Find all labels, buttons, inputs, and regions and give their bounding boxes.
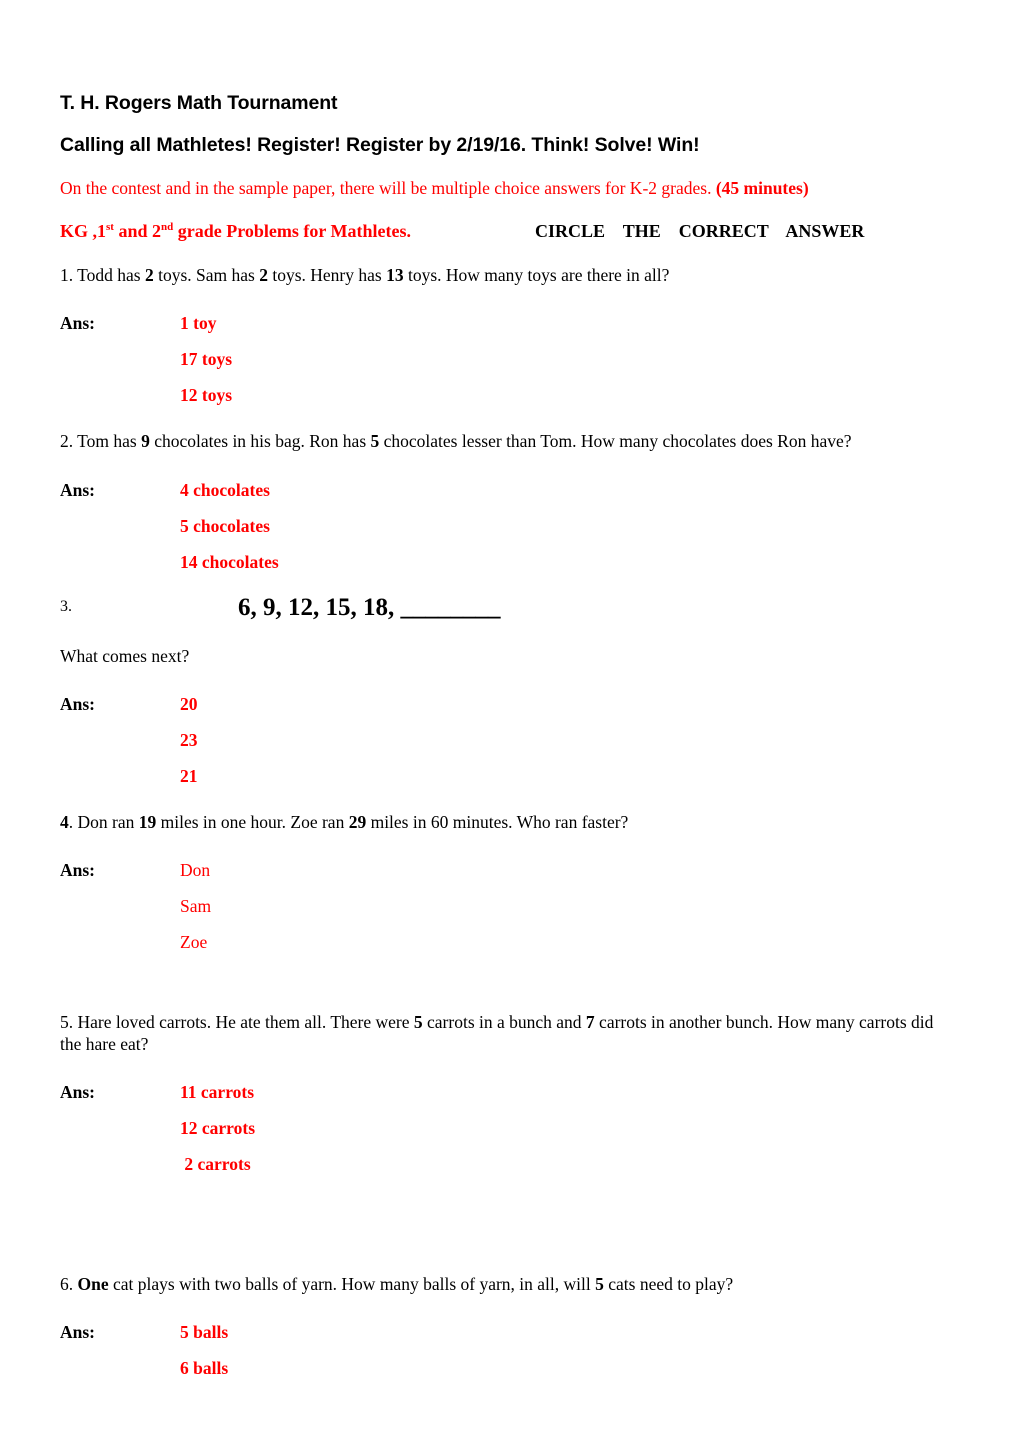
answer-option[interactable]: 2 carrots bbox=[180, 1153, 251, 1174]
answer-label: Ans: bbox=[60, 1322, 96, 1343]
question-text bbox=[60, 812, 958, 833]
answer-option-row bbox=[60, 377, 958, 413]
question-fragment: toys. Henry has bbox=[267, 264, 387, 285]
question-sequence-row bbox=[60, 593, 958, 632]
answer-option[interactable]: 5 balls bbox=[180, 1322, 229, 1343]
number-sequence: 6, 9, 12, 15, 18, ________ bbox=[238, 593, 501, 621]
questions-container bbox=[60, 265, 958, 1386]
question-followup-text: What comes next? bbox=[60, 645, 190, 666]
grade-label-prefix: KG ,1 bbox=[60, 220, 107, 241]
answer-label: Ans: bbox=[60, 1081, 96, 1102]
answer-option[interactable]: 4 chocolates bbox=[180, 479, 270, 500]
grade-label-mid: and 2 bbox=[113, 220, 161, 241]
question-fragment: . Don ran bbox=[68, 811, 139, 832]
answer-option-row bbox=[60, 305, 958, 341]
answer-option-row bbox=[60, 1074, 958, 1110]
answer-option[interactable]: 20 bbox=[180, 693, 198, 714]
question-emphasis: One bbox=[77, 1273, 109, 1294]
answer-option[interactable]: Sam bbox=[180, 896, 212, 917]
vertical-spacer bbox=[60, 978, 958, 1012]
question-fragment: chocolates in his bag. Ron has bbox=[149, 431, 371, 452]
grade-label-suffix: grade Problems for Mathletes. bbox=[173, 220, 412, 241]
answer-options-block bbox=[60, 852, 958, 960]
question-emphasis: 2 bbox=[144, 264, 154, 285]
answer-options-block bbox=[60, 686, 958, 794]
question-block bbox=[60, 1274, 958, 1386]
question-fragment: cats need to play? bbox=[603, 1273, 734, 1294]
question-block bbox=[60, 431, 958, 579]
question-emphasis: 13 bbox=[386, 264, 404, 285]
answer-option-row bbox=[60, 1110, 958, 1146]
answer-options-block bbox=[60, 472, 958, 580]
answer-option-row bbox=[60, 924, 958, 960]
answer-option[interactable]: 23 bbox=[180, 729, 198, 750]
question-block bbox=[60, 812, 958, 1012]
answer-option-row bbox=[60, 852, 958, 888]
answer-option-row bbox=[60, 722, 958, 758]
question-text bbox=[60, 431, 958, 452]
answer-option[interactable]: 11 carrots bbox=[180, 1081, 255, 1102]
question-emphasis: 5 bbox=[370, 431, 380, 452]
question-emphasis: 5 bbox=[413, 1012, 423, 1033]
circle-correct-answer-instruction: CIRCLE THE CORRECT ANSWER bbox=[535, 220, 865, 241]
question-fragment: 1. Todd has bbox=[60, 264, 145, 285]
answer-option-row bbox=[60, 508, 958, 544]
answer-option[interactable]: Don bbox=[180, 860, 211, 881]
question-emphasis: 4 bbox=[60, 811, 69, 832]
grade-label-sup-st: st bbox=[106, 220, 114, 233]
question-block bbox=[60, 593, 958, 794]
grade-instruction-row bbox=[60, 221, 958, 243]
answer-option-row bbox=[60, 686, 958, 722]
question-block bbox=[60, 1012, 958, 1274]
question-fragment: cat plays with two balls of yarn. How many balls of yarn, in all, will bbox=[108, 1273, 596, 1294]
question-fragment: miles in 60 minutes. Who ran faster? bbox=[366, 811, 629, 832]
question-emphasis: 7 bbox=[585, 1012, 595, 1033]
contest-notice bbox=[60, 178, 958, 199]
answer-option[interactable]: 6 balls bbox=[180, 1358, 229, 1379]
answer-option[interactable]: 12 carrots bbox=[180, 1117, 255, 1138]
question-fragment: chocolates lesser than Tom. How many chocolates does Ron have? bbox=[379, 431, 852, 452]
grade-label-sup-nd: nd bbox=[161, 220, 174, 233]
answer-option-row bbox=[60, 758, 958, 794]
question-fragment: toys. Sam has bbox=[153, 264, 260, 285]
answer-option[interactable]: 1 toy bbox=[180, 313, 217, 334]
answer-option[interactable]: 5 chocolates bbox=[180, 515, 270, 536]
answer-label: Ans: bbox=[60, 313, 96, 334]
answer-option[interactable]: 14 chocolates bbox=[180, 551, 279, 572]
answer-label: Ans: bbox=[60, 693, 96, 714]
answer-options-block bbox=[60, 1314, 958, 1386]
answer-option-row bbox=[60, 472, 958, 508]
answer-option-row bbox=[60, 888, 958, 924]
question-fragment: toys. How many toys are there in all? bbox=[403, 264, 670, 285]
question-text bbox=[60, 265, 958, 286]
question-fragment: 6. bbox=[60, 1273, 78, 1294]
answer-label: Ans: bbox=[60, 479, 96, 500]
answer-label: Ans: bbox=[60, 860, 96, 881]
question-text bbox=[60, 1012, 958, 1055]
answer-options-block bbox=[60, 1074, 958, 1182]
question-block bbox=[60, 265, 958, 413]
answer-option[interactable]: 12 toys bbox=[180, 385, 233, 406]
contest-duration: (45 minutes) bbox=[715, 177, 809, 198]
question-emphasis: 2 bbox=[259, 264, 268, 285]
answer-option-row bbox=[60, 1350, 958, 1386]
vertical-spacer bbox=[60, 1200, 958, 1274]
contest-notice-text: On the contest and in the sample paper, there will be multiple choice answers for K-2 grades. bbox=[60, 177, 716, 198]
question-text bbox=[60, 1274, 958, 1295]
question-fragment: carrots in another bunch. How many carrots did the hare eat? bbox=[60, 1012, 934, 1054]
grade-label bbox=[60, 221, 411, 243]
answer-option-row bbox=[60, 1146, 958, 1182]
question-fragment: 5. Hare loved carrots. He ate them all. There were bbox=[60, 1012, 414, 1033]
answer-options-block bbox=[60, 305, 958, 413]
question-emphasis: 19 bbox=[138, 811, 157, 832]
answer-option[interactable]: Zoe bbox=[180, 932, 208, 953]
question-fragment: 2. Tom has bbox=[60, 431, 142, 452]
page-title: T. H. Rogers Math Tournament bbox=[60, 92, 338, 114]
question-emphasis: 5 bbox=[595, 1273, 604, 1294]
answer-option-row bbox=[60, 544, 958, 580]
question-fragment: carrots in a bunch and bbox=[422, 1012, 586, 1033]
answer-option[interactable]: 17 toys bbox=[180, 349, 233, 370]
registration-subtitle: Calling all Mathletes! Register! Register by 2/19/16. Think! Solve! Win! bbox=[60, 134, 700, 157]
answer-option-row bbox=[60, 341, 958, 377]
question-emphasis: 9 bbox=[141, 431, 150, 452]
question-fragment: miles in one hour. Zoe ran bbox=[156, 811, 349, 832]
answer-option[interactable]: 21 bbox=[180, 765, 198, 786]
question-number: 3. bbox=[60, 597, 72, 615]
question-emphasis: 29 bbox=[348, 811, 367, 832]
